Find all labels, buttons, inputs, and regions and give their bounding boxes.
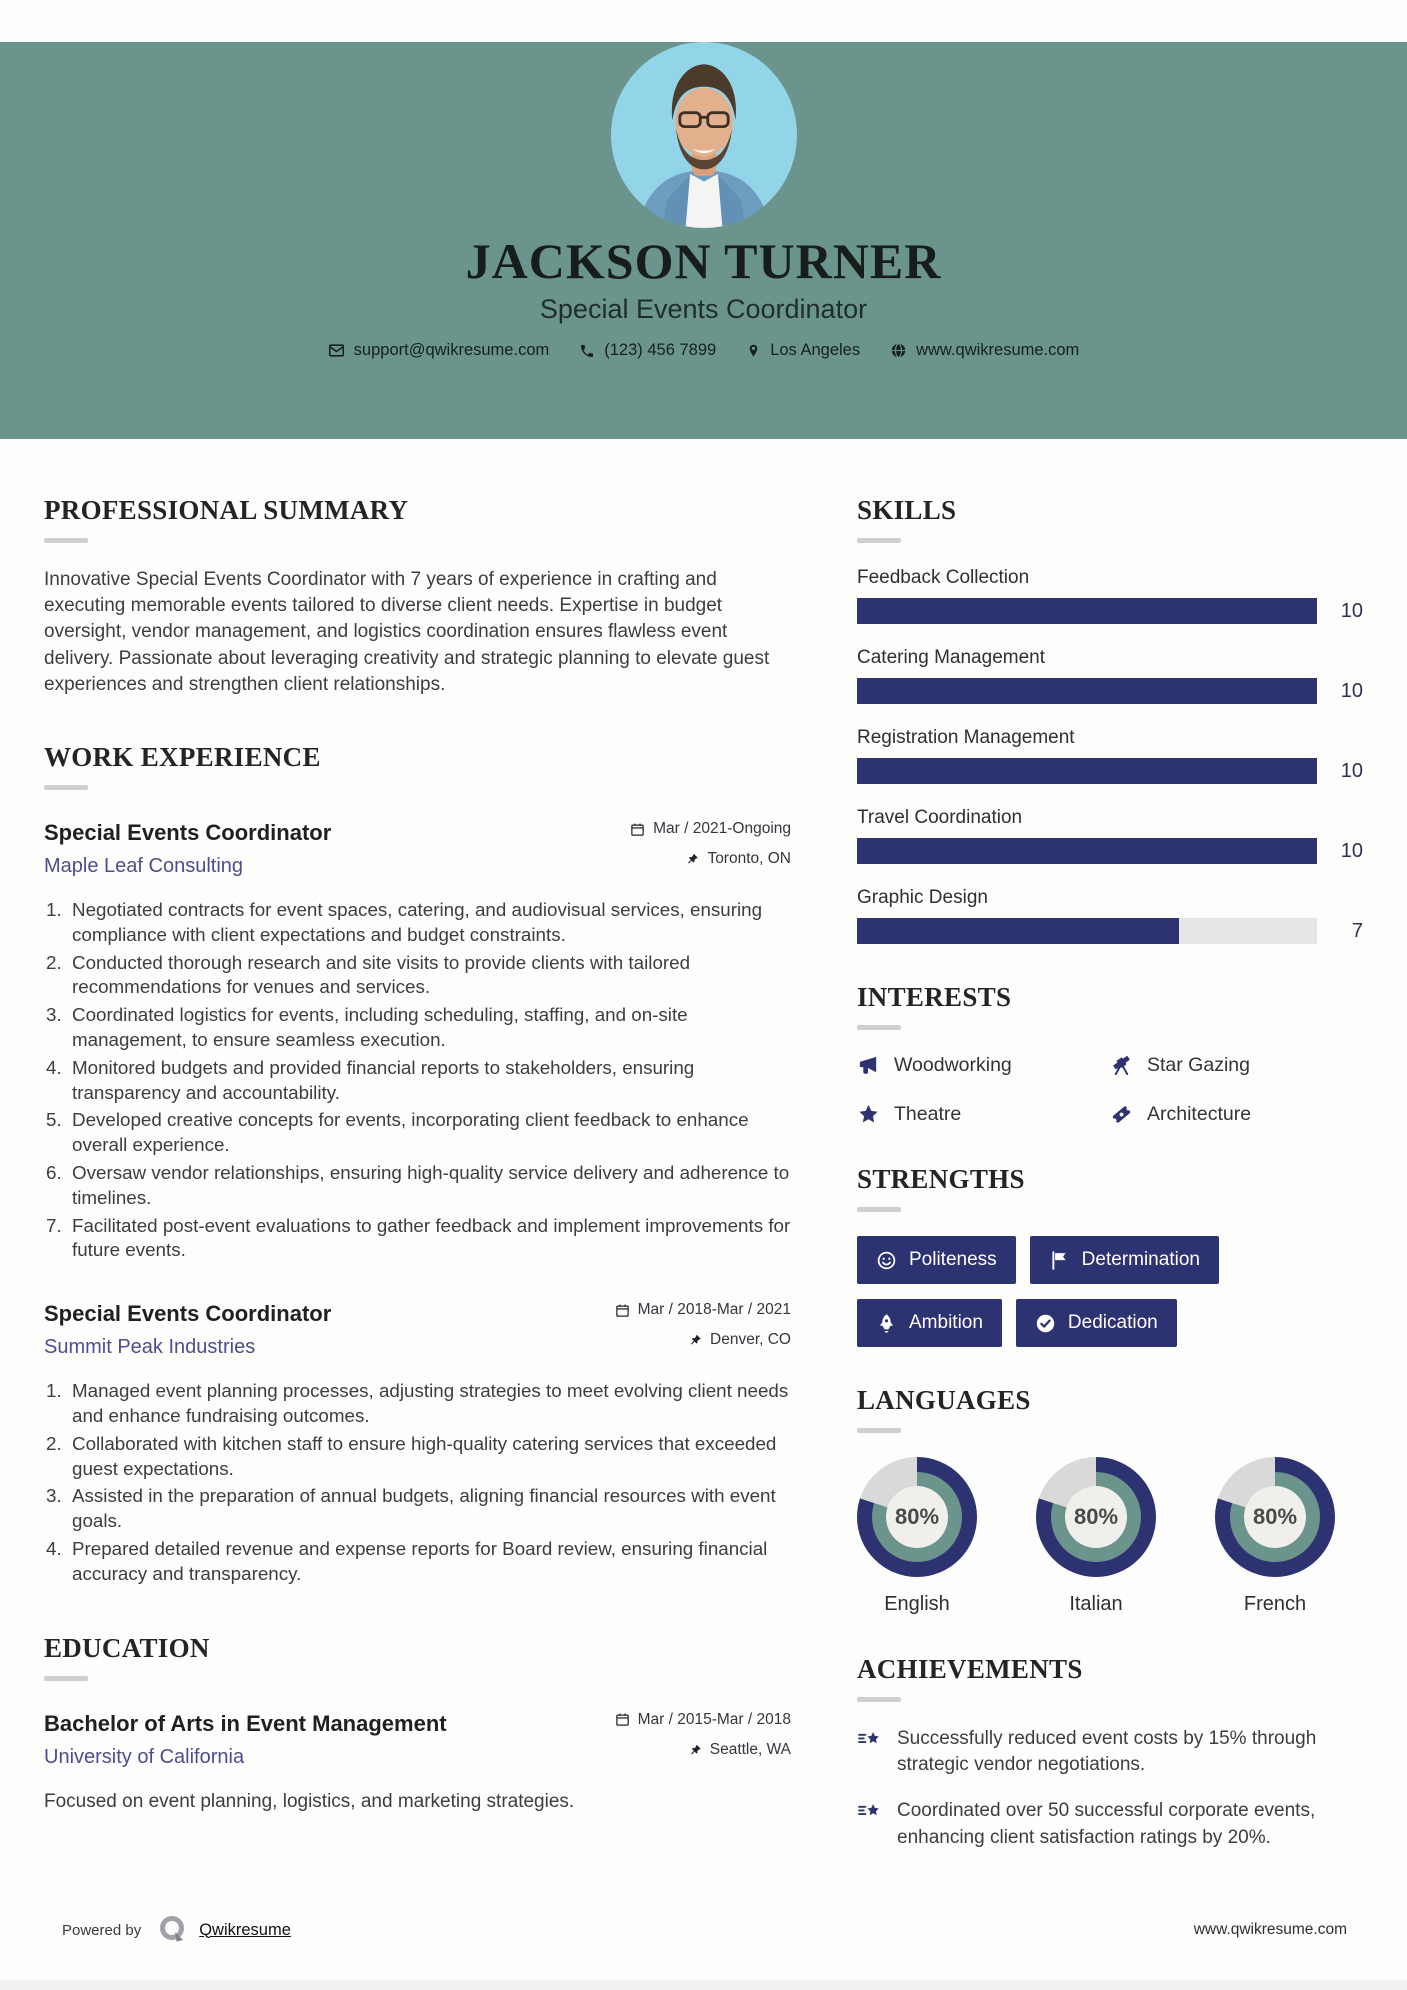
achievement-item: [857, 1798, 1363, 1850]
footer: [62, 1914, 1347, 1946]
job-location-text: Toronto, ON: [707, 850, 791, 868]
language-item: [1215, 1457, 1335, 1616]
job-location: [615, 1331, 791, 1349]
job-company: Summit Peak Industries: [44, 1336, 256, 1359]
job-bullet: Assisted in the preparation of annual budgets, aligning financial resources with event goals.: [72, 1485, 776, 1532]
section-rule: [44, 1676, 88, 1681]
language-donuts: [857, 1457, 1335, 1616]
language-donut-inner-ring: [1230, 1472, 1320, 1562]
achievements-section: [857, 1654, 1363, 1851]
contact-website[interactable]: [890, 341, 1079, 360]
language-donut: [1036, 1457, 1156, 1577]
interest-item: [1110, 1054, 1363, 1077]
job-meta: [630, 820, 791, 880]
rocket-icon: [876, 1313, 897, 1334]
job-header: [44, 1301, 791, 1361]
interest-label: Architecture: [1147, 1103, 1252, 1125]
candidate-title: Special Events Coordinator: [539, 294, 868, 324]
job-entry: [44, 820, 791, 1263]
candidate-name: JACKSON TURNER: [465, 233, 942, 289]
skill-bar-track: [857, 838, 1317, 864]
contact-phone-text: (123) 456 7899: [604, 341, 717, 359]
section-rule: [857, 1428, 901, 1433]
language-donut-center: [1065, 1486, 1127, 1548]
shooting-star-icon: [857, 1728, 882, 1753]
skill-value: 10: [1340, 839, 1363, 862]
strength-label: Determination: [1081, 1249, 1200, 1270]
skill-item: [857, 727, 1363, 784]
strength-label: Politeness: [909, 1249, 997, 1270]
skill-bar: [857, 918, 1363, 944]
job-date: [630, 820, 791, 838]
strength-badge: [857, 1299, 1002, 1347]
interests-section: [857, 982, 1363, 1126]
skill-bar: [857, 758, 1363, 784]
language-name: Italian: [1069, 1593, 1123, 1615]
powered-by-label: Powered by: [62, 1921, 142, 1939]
interest-grid: [857, 1054, 1363, 1126]
achievement-text: Coordinated over 50 successful corporate events, enhancing client satisfaction ratings by 20%.: [897, 1800, 1316, 1848]
work-experience-section: [44, 742, 791, 1587]
job-bullet: Coordinated logistics for events, including scheduling, staffing, and on-site management, to ensure seamless execution.: [72, 1004, 688, 1051]
job-bullet: Managed event planning processes, adjusting strategies to meet evolving client needs and enhance fundraising outcomes.: [72, 1380, 789, 1427]
skill-value: 10: [1340, 759, 1363, 782]
skill-bar-track: [857, 758, 1317, 784]
skill-bar-fill: [857, 838, 1317, 864]
job-bullet: Developed creative concepts for events, incorporating client feedback to enhance overall experience.: [72, 1109, 749, 1156]
strength-label: Ambition: [909, 1312, 983, 1333]
education-title-block: [44, 1711, 447, 1769]
interest-item: [857, 1103, 1110, 1126]
skill-value: 10: [1340, 599, 1363, 622]
skill-bar-fill: [857, 758, 1317, 784]
skill-name: Travel Coordination: [857, 807, 1023, 828]
section-rule: [857, 1697, 901, 1702]
job-meta: [615, 1301, 791, 1361]
skills-heading: SKILLS: [857, 495, 957, 525]
section-rule: [44, 785, 88, 790]
calendar-icon: [615, 1303, 630, 1318]
skills-section: [857, 495, 1363, 944]
interest-label: Star Gazing: [1147, 1054, 1250, 1076]
language-item: [857, 1457, 977, 1616]
skill-bar-track: [857, 918, 1317, 944]
strength-badge: [1016, 1299, 1177, 1347]
skill-bar-track: [857, 678, 1317, 704]
skill-bar: [857, 838, 1363, 864]
strengths-heading: STRENGTHS: [857, 1164, 1025, 1194]
language-name: French: [1243, 1593, 1307, 1615]
education-description: Focused on event planning, logistics, and marketing strategies.: [44, 1790, 575, 1812]
language-donut-inner-ring: [1051, 1472, 1141, 1562]
left-column: [44, 439, 791, 1871]
work-heading: WORK EXPERIENCE: [44, 742, 321, 773]
job-bullet: Collaborated with kitchen staff to ensure high-quality catering services that exceeded guest expectations.: [72, 1432, 777, 1479]
header: [0, 42, 1407, 439]
language-donut-center: [1244, 1486, 1306, 1548]
language-percent: 80%: [1073, 1504, 1119, 1529]
contact-email[interactable]: [328, 341, 550, 360]
job-bullets: [44, 898, 791, 1263]
job-title: Special Events Coordinator: [44, 820, 332, 846]
envelope-icon: [328, 342, 345, 359]
skill-item: [857, 887, 1363, 944]
telescope-icon: [1110, 1054, 1133, 1077]
achievement-item: [857, 1726, 1363, 1778]
job-title: Special Events Coordinator: [44, 1301, 332, 1327]
summary-text: Innovative Special Events Coordinator with 7 years of experience in crafting and executing memorable events tailored to diverse client needs. Expertise in budget oversight, vendor management, and logistics coordination ensures flawless event delivery. Passionate about leveraging creativity and strategic planning to elevate guest experiences and strengthen client relationships.: [44, 569, 770, 695]
pushpin-icon: [689, 1333, 702, 1347]
education-location: [615, 1741, 791, 1759]
page-bottom-strip: [0, 1980, 1407, 1990]
star-icon: [857, 1103, 880, 1126]
education-heading: EDUCATION: [44, 1632, 210, 1663]
footer-website[interactable]: www.qwikresume.com: [1193, 1921, 1347, 1938]
section-rule: [857, 1207, 901, 1212]
megaphone-icon: [857, 1054, 880, 1077]
right-column: [857, 439, 1363, 1871]
contact-website-text: www.qwikresume.com: [916, 341, 1080, 359]
skill-name: Registration Management: [857, 727, 1075, 748]
skill-name: Catering Management: [857, 647, 1045, 668]
job-date: [615, 1301, 791, 1319]
globe-icon: [890, 342, 907, 359]
job-bullet: Negotiated contracts for event spaces, catering, and audiovisual services, ensuring compliance with client expectations and budget constraints.: [72, 899, 763, 945]
strength-badges: [857, 1236, 1363, 1347]
achievement-text: Successfully reduced event costs by 15% through strategic vendor negotiations.: [897, 1728, 1317, 1776]
achievements-heading: ACHIEVEMENTS: [857, 1654, 1083, 1684]
degree-title: Bachelor of Arts in Event Management: [44, 1710, 447, 1736]
phone-icon: [579, 343, 595, 359]
language-donut: [1215, 1457, 1335, 1577]
contact-email-text: support@qwikresume.com: [353, 341, 550, 359]
skill-bar-track: [857, 598, 1317, 624]
flag-icon: [1049, 1250, 1070, 1271]
language-item: [1036, 1457, 1156, 1616]
skill-value: 10: [1340, 679, 1363, 702]
education-entry: [44, 1711, 791, 1813]
ticket-icon: [1110, 1103, 1133, 1126]
strength-badge: [857, 1236, 1016, 1284]
profile-photo: [611, 42, 797, 228]
check-circle-icon: [1035, 1313, 1056, 1334]
language-donut-center: [886, 1486, 948, 1548]
skill-name: Feedback Collection: [857, 567, 1030, 588]
job-bullet: Conducted thorough research and site visits to provide clients with tailored recommendations for venues and services.: [72, 951, 691, 998]
job-title-block: [44, 820, 331, 878]
job-bullet: Facilitated post-event evaluations to gather feedback and implement improvements for future events.: [72, 1214, 791, 1261]
school-name: University of California: [44, 1745, 245, 1768]
contact-location-text: Los Angeles: [770, 341, 861, 359]
pushpin-icon: [686, 852, 699, 866]
languages-section: [857, 1385, 1363, 1616]
job-bullets: [44, 1379, 791, 1586]
strength-label: Dedication: [1067, 1312, 1158, 1333]
main-content: [0, 439, 1407, 1871]
interest-label: Woodworking: [894, 1054, 1012, 1076]
education-section: [44, 1633, 791, 1813]
contact-row: [0, 341, 1407, 360]
language-percent: 80%: [894, 1504, 940, 1529]
location-pin-icon: [746, 343, 761, 359]
skill-bar: [857, 678, 1363, 704]
job-bullet: Prepared detailed revenue and expense reports for Board review, ensuring financial accuracy and transparency.: [72, 1538, 768, 1584]
smiley-icon: [876, 1250, 897, 1271]
job-date-text: Mar / 2018-Mar / 2021: [637, 1301, 791, 1319]
section-rule: [857, 538, 901, 543]
job-company: Maple Leaf Consulting: [44, 855, 244, 878]
shooting-star-icon: [857, 1800, 882, 1825]
education-meta: [615, 1711, 791, 1771]
qwikresume-logo-icon: [157, 1914, 189, 1946]
job-header: [44, 820, 791, 880]
skill-name: Graphic Design: [857, 887, 988, 908]
language-donut: [857, 1457, 977, 1577]
job-location: [630, 850, 791, 868]
strength-badge: [1030, 1236, 1219, 1284]
languages-heading: LANGUAGES: [857, 1385, 1031, 1415]
profile-photo-illustration: [611, 42, 797, 228]
skill-value: 7: [1351, 919, 1363, 942]
job-title-block: [44, 1301, 331, 1359]
language-percent: 80%: [1252, 1504, 1298, 1529]
calendar-icon: [630, 822, 645, 837]
skill-item: [857, 807, 1363, 864]
section-rule: [857, 1025, 901, 1030]
summary-section: [44, 495, 791, 698]
skill-bar-fill: [857, 918, 1179, 944]
interest-item: [857, 1054, 1110, 1077]
job-location-text: Denver, CO: [710, 1331, 791, 1349]
skill-bar: [857, 598, 1363, 624]
interests-heading: INTERESTS: [857, 982, 1012, 1012]
education-header: [44, 1711, 791, 1771]
skill-item: [857, 567, 1363, 624]
language-donut-inner-ring: [872, 1472, 962, 1562]
qwikresume-link[interactable]: Qwikresume: [199, 1920, 291, 1939]
job-date-text: Mar / 2021-Ongoing: [653, 820, 791, 838]
contact-phone[interactable]: [579, 341, 716, 360]
interest-item: [1110, 1103, 1363, 1126]
skill-item: [857, 647, 1363, 704]
education-date: [615, 1711, 791, 1729]
skill-bar-fill: [857, 598, 1317, 624]
section-rule: [44, 538, 88, 543]
summary-heading: PROFESSIONAL SUMMARY: [44, 495, 409, 525]
language-name: English: [884, 1593, 950, 1615]
strengths-section: [857, 1164, 1363, 1347]
interest-label: Theatre: [894, 1103, 962, 1125]
contact-location: [746, 341, 860, 360]
education-location-text: Seattle, WA: [709, 1740, 791, 1758]
calendar-icon: [615, 1712, 630, 1727]
job-entry: [44, 1301, 791, 1586]
pushpin-icon: [689, 1743, 702, 1757]
job-bullet: Monitored budgets and provided financial reports to stakeholders, ensuring transparency and accountability.: [72, 1056, 695, 1103]
skill-bar-fill: [857, 678, 1317, 704]
job-bullet: Oversaw vendor relationships, ensuring high-quality service delivery and adherence to timelines.: [72, 1162, 790, 1208]
education-date-text: Mar / 2015-Mar / 2018: [637, 1710, 791, 1728]
